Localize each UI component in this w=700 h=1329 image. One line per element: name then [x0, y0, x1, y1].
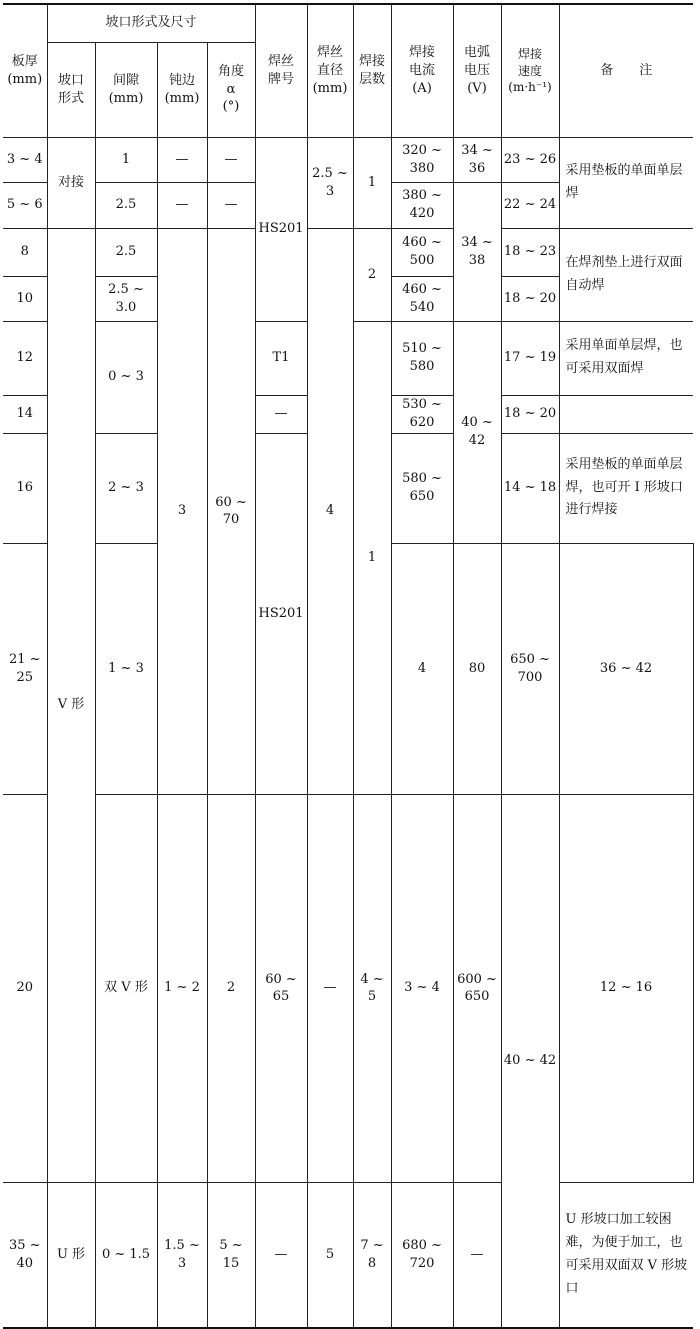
table-cell-wire-grade: — — [255, 1182, 307, 1328]
table-cell-layers: 7 ~ 8 — [353, 1182, 391, 1328]
header-layers: 焊接 层数 — [353, 4, 391, 137]
table-cell-speed: 22 ~ 24 — [501, 182, 559, 228]
table-cell-angle: 60 ~ 65 — [255, 794, 307, 1182]
table-cell-speed: 17 ~ 19 — [501, 321, 559, 395]
table-cell-current: 580 ~ 650 — [391, 433, 453, 543]
table-cell-current: 600 ~ 650 — [453, 794, 501, 1182]
table-cell-current: 460 ~ 540 — [391, 276, 453, 321]
table-cell-speed: — — [453, 1182, 501, 1328]
header-groove-form: 坡口 形式 — [47, 42, 95, 137]
table-cell-blunt: 4 — [391, 543, 453, 794]
table-cell-speed: 18 ~ 23 — [501, 228, 559, 276]
table-cell-blunt: — — [157, 182, 207, 228]
table-cell-speed: 23 ~ 26 — [501, 137, 559, 182]
table-cell-angle: — — [207, 182, 255, 228]
table-cell-thickness: 35 ~ 40 — [3, 1182, 47, 1328]
table-cell-voltage: 36 ~ 42 — [559, 543, 693, 794]
header-blunt: 钝边 (mm) — [157, 42, 207, 137]
table-cell-layers: 2 — [353, 228, 391, 321]
table-cell-gap: 1 ~ 3 — [95, 543, 157, 794]
table-cell-groove-form: U 形 — [47, 1182, 95, 1328]
table-cell-layers: 1 — [353, 321, 391, 794]
table-cell-gap: 2 ~ 3 — [95, 433, 157, 543]
table-cell-gap: 2.5 — [95, 182, 157, 228]
table-cell-current: 320 ~ 380 — [391, 137, 453, 182]
table-cell-remarks: 采用垫板的单面单层焊，也可开 I 形坡口进行焊接 — [559, 433, 693, 543]
table-cell-thickness: 5 ~ 6 — [3, 182, 47, 228]
table-cell-gap: 1 — [95, 137, 157, 182]
table-cell-remarks — [559, 395, 693, 433]
table-cell-groove-form: 对接 — [47, 137, 95, 228]
table-cell-gap: 2.5 ~ 3.0 — [95, 276, 157, 321]
header-gap: 间隙 (mm) — [95, 42, 157, 137]
table-cell-gap: 2.5 — [95, 228, 157, 276]
table-cell-remarks: U 形坡口加工较困难，为便于加工，也可采用双面双 V 形坡口 — [559, 1182, 693, 1328]
table-cell-blunt: 1.5 ~ 3 — [157, 1182, 207, 1328]
header-speed: 焊接 速度 (m·h⁻¹) — [501, 4, 559, 137]
table-cell-current: 380 ~ 420 — [391, 182, 453, 228]
table-cell-angle: 60 ~ 70 — [207, 228, 255, 794]
table-cell-wire-grade: T1 — [255, 321, 307, 395]
header-wire-diameter: 焊丝 直径 (mm) — [307, 4, 353, 137]
table-cell-voltage: 34 ~ 36 — [453, 137, 501, 182]
table-cell-current: 680 ~ 720 — [391, 1182, 453, 1328]
table-cell-thickness: 3 ~ 4 — [3, 137, 47, 182]
table-cell-layers: 3 ~ 4 — [391, 794, 453, 1182]
table-cell-thickness: 8 — [3, 228, 47, 276]
table-cell-blunt: — — [157, 137, 207, 182]
table-cell-wire-grade: — — [307, 794, 353, 1182]
table-cell-speed: 12 ~ 16 — [559, 794, 693, 1182]
header-current: 焊接 电流 (A) — [391, 4, 453, 137]
table-cell-current: 460 ~ 500 — [391, 228, 453, 276]
table-cell-current: 650 ~ 700 — [501, 543, 559, 794]
table-cell-speed: 18 ~ 20 — [501, 276, 559, 321]
table-cell-remarks: 采用单面单层焊，也可采用双面焊 — [559, 321, 693, 395]
table-cell-gap: 0 ~ 1.5 — [95, 1182, 157, 1328]
table-cell-voltage: 40 ~ 42 — [501, 794, 559, 1328]
table-cell-groove-form: 双 V 形 — [95, 794, 157, 1182]
table-cell-wire-diameter: 4 ~ 5 — [353, 794, 391, 1182]
table-cell-wire-grade: HS201 — [255, 137, 307, 321]
welding-parameters-table — [3, 3, 693, 1329]
table-cell-blunt: 2 — [207, 794, 255, 1182]
table-cell-angle: — — [207, 137, 255, 182]
table-cell-groove-form: V 形 — [47, 228, 95, 1182]
table-cell-blunt: 3 — [157, 228, 207, 794]
table-cell-current: 510 ~ 580 — [391, 321, 453, 395]
table-cell-wire-grade: — — [255, 395, 307, 433]
table-cell-angle: 5 ~ 15 — [207, 1182, 255, 1328]
header-angle: 角度 α (°) — [207, 42, 255, 137]
table-cell-thickness: 20 — [3, 794, 47, 1182]
table-cell-layers: 1 — [353, 137, 391, 228]
table-cell-speed: 18 ~ 20 — [501, 395, 559, 433]
table-cell-remarks: 采用垫板的单面单层焊 — [559, 137, 693, 228]
table-cell-voltage: 34 ~ 38 — [453, 182, 501, 321]
table-cell-angle: 80 — [453, 543, 501, 794]
table-cell-thickness: 16 — [3, 433, 47, 543]
table-cell-speed: 14 ~ 18 — [501, 433, 559, 543]
table-cell-wire-grade: HS201 — [255, 433, 307, 794]
table-cell-gap: 0 ~ 3 — [95, 321, 157, 433]
table-cell-current: 530 ~ 620 — [391, 395, 453, 433]
table-cell-thickness: 21 ~ 25 — [3, 543, 47, 794]
header-groove-group: 坡口形式及尺寸 — [47, 4, 255, 42]
table-cell-thickness: 10 — [3, 276, 47, 321]
table-cell-wire-diameter: 4 — [307, 228, 353, 794]
table-cell-gap: 1 ~ 2 — [157, 794, 207, 1182]
table-cell-remarks: 在焊剂垫上进行双面自动焊 — [559, 228, 693, 321]
table-cell-thickness: 14 — [3, 395, 47, 433]
header-voltage: 电弧 电压 (V) — [453, 4, 501, 137]
header-wire-grade: 焊丝 牌号 — [255, 4, 307, 137]
header-thickness: 板厚 (mm) — [3, 4, 47, 137]
table-cell-wire-diameter: 5 — [307, 1182, 353, 1328]
header-remarks: 备 注 — [559, 4, 693, 137]
welding-parameters-page — [3, 3, 697, 1296]
table-cell-thickness: 12 — [3, 321, 47, 395]
table-cell-voltage: 40 ~ 42 — [453, 321, 501, 543]
table-cell-wire-diameter: 2.5 ~ 3 — [307, 137, 353, 228]
